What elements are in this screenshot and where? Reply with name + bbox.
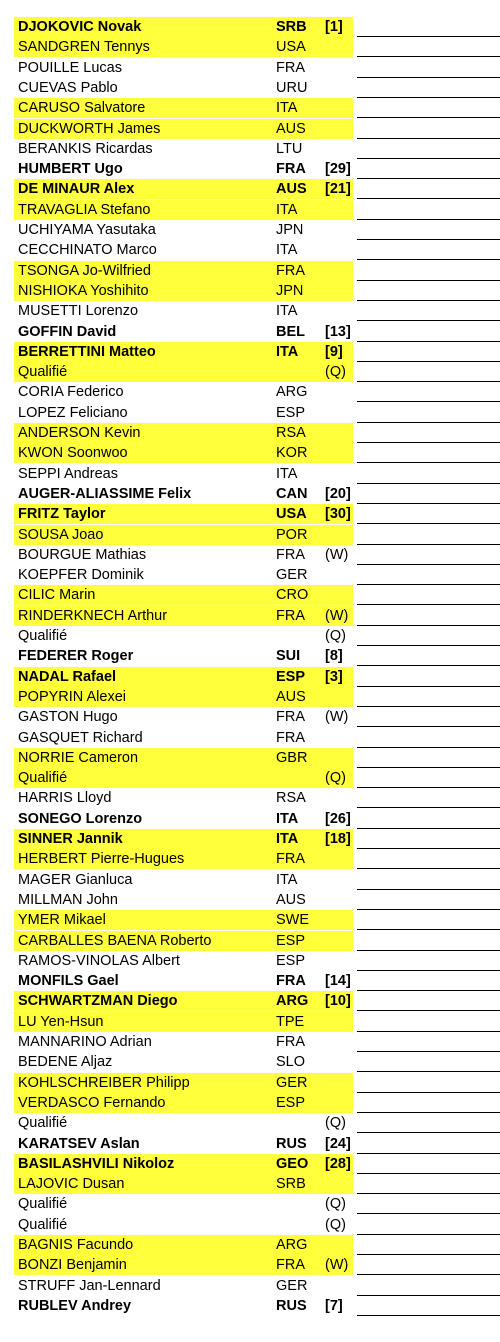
player-name: NADAL Rafael [18,668,117,685]
draw-entry [0,829,500,849]
draw-entry [0,322,500,342]
player-name: Qualifié [18,1115,68,1132]
player-name: Qualifié [18,628,68,644]
player-name: BOURGUE Mathias [18,546,147,563]
player-name: CARBALLES BAENA Roberto [18,932,212,949]
player-seed: (Q) [325,770,346,787]
draw-entry [0,849,500,869]
player-nation: GER [276,1277,308,1294]
player-nation: GEO [276,1155,309,1172]
draw-entry [0,261,500,281]
player-nation: FRA [276,546,305,563]
draw-entry [0,991,500,1011]
draw-entry [0,1296,500,1316]
player-name: SINNER Jannik [18,831,123,847]
player-nation: ITA [276,100,298,117]
draw-entry [0,342,500,362]
player-name: KARATSEV Aslan [18,1135,140,1152]
player-nation: AUS [276,120,306,137]
draw-entry [0,403,500,423]
player-nation: FRA [276,262,305,279]
player-name: RUBLEV Andrey [18,1297,132,1314]
player-nation: FRA [276,729,305,746]
player-nation: ARG [276,1237,308,1253]
player-name: GOFFIN David [18,323,117,340]
player-seed: (W) [325,607,349,624]
draw-entry [0,139,500,159]
player-nation: ESP [276,932,306,949]
player-nation: RSA [276,425,306,441]
player-name: STRUFF Jan-Lennard [18,1277,161,1294]
player-seed: [8] [325,648,343,665]
player-nation: FRA [276,59,305,76]
player-name: SCHWARTZMAN Diego [18,993,178,1010]
player-name: FRITZ Taylor [18,506,106,523]
player-nation: CAN [276,485,308,502]
player-name: KWON Soonwoo [18,445,128,462]
player-name: CILIC Marin [18,587,96,604]
player-nation: ITA [276,303,298,320]
draw-entry [0,971,500,991]
draw-entry [0,1255,500,1275]
player-nation: JPN [276,282,304,299]
player-seed: (W) [325,709,349,726]
player-name: NISHIOKA Yoshihito [18,282,149,299]
player-nation: GBR [276,749,308,766]
draw-entry [0,58,500,78]
player-seed: [1] [325,19,343,35]
draw-entry [0,870,500,890]
player-seed: [7] [325,1297,343,1314]
player-name: CECCHINATO Marco [18,242,157,259]
player-name: MILLMAN John [18,891,118,908]
player-seed: [10] [325,993,351,1010]
player-seed: [14] [325,973,351,990]
player-name: BERANKIS Ricardas [18,140,153,157]
player-nation: CRO [276,587,309,604]
player-name: SOUSA Joao [18,526,104,543]
player-name: DUCKWORTH James [18,120,161,137]
player-seed: (Q) [325,628,346,644]
player-name: HERBERT Pierre-Hugues [18,851,185,868]
draw-entry [0,667,500,687]
player-nation: ESP [276,952,306,969]
player-name: POUILLE Lucas [18,59,122,76]
player-seed: [20] [325,485,351,502]
draw-entry [0,626,500,646]
player-name: NORRIE Cameron [18,749,139,766]
draw-entry [0,382,500,402]
player-seed: [9] [325,343,343,360]
player-nation: ITA [276,343,299,360]
draw-entry [0,768,500,788]
draw-entry [0,484,500,504]
draw-entry [0,423,500,443]
player-seed: [29] [325,161,351,178]
player-nation: FRA [276,1034,305,1050]
draw-entry [0,809,500,829]
player-name: Qualifié [18,770,68,787]
draw-entry [0,98,500,118]
player-nation: FRA [276,709,305,726]
player-name: GASQUET Richard [18,729,143,746]
player-nation: ITA [276,831,299,847]
player-seed: (W) [325,1257,349,1274]
draw-entry [0,1093,500,1113]
player-name: KOHLSCHREIBER Philipp [18,1074,190,1091]
player-nation: SLO [276,1054,306,1071]
player-seed: (Q) [325,364,346,381]
player-name: BAGNIS Facundo [18,1237,134,1253]
player-name: HARRIS Lloyd [18,790,112,807]
player-nation: SWE [276,912,310,929]
draw-entry [0,1215,500,1235]
player-name: SANDGREN Tennys [18,39,150,56]
player-nation: POR [276,526,308,543]
player-name: RINDERKNECH Arthur [18,607,168,624]
player-nation: ITA [276,465,298,482]
draw-entry [0,37,500,57]
draw-entry [0,281,500,301]
player-seed: [21] [325,181,351,198]
player-name: GASTON Hugo [18,709,118,726]
player-name: BONZI Benjamin [18,1257,127,1274]
player-name: AUGER-ALIASSIME Felix [18,485,192,502]
player-name: CUEVAS Pablo [18,79,118,96]
draw-entry [0,951,500,971]
player-nation: FRA [276,161,306,178]
draw-entry [0,1276,500,1296]
draw-entry [0,1032,500,1052]
player-name: LAJOVIC Dusan [18,1176,125,1193]
draw-entry [0,1194,500,1214]
player-seed: [24] [325,1135,351,1152]
player-name: POPYRIN Alexei [18,688,126,705]
player-name: SONEGO Lorenzo [18,810,143,827]
draw-entry [0,606,500,626]
player-name: LOPEZ Feliciano [18,404,128,421]
draw-entry [0,200,500,220]
player-name: Qualifié [18,364,68,381]
player-seed: [28] [325,1155,351,1172]
draw-entry [0,748,500,768]
draw-entry [0,687,500,707]
player-name: MAGER Gianluca [18,871,133,888]
player-name: BEDENE Aljaz [18,1054,113,1071]
bracket-line [357,1315,500,1316]
player-name: BASILASHVILI Nikoloz [18,1155,175,1172]
player-name: ANDERSON Kevin [18,425,141,441]
player-nation: FRA [276,607,305,624]
player-nation: GER [276,1074,308,1091]
player-name: RAMOS-VINOLAS Albert [18,952,180,969]
player-nation: USA [276,506,307,523]
draw-entry [0,1134,500,1154]
player-nation: TPE [276,1013,305,1030]
player-nation: AUS [276,688,306,705]
player-seed: (Q) [325,1196,346,1213]
player-name: KOEPFER Dominik [18,567,144,584]
draw-entry [0,910,500,930]
player-name: DE MINAUR Alex [18,181,135,198]
draw-entry [0,1154,500,1174]
player-name: MONFILS Gael [18,973,119,990]
player-nation: RSA [276,790,306,807]
draw-entry [0,728,500,748]
draw-entry [0,565,500,585]
draw-entry [0,788,500,808]
draw-entry [0,525,500,545]
player-nation: SRB [276,1176,306,1193]
draw-entry [0,1174,500,1194]
player-nation: FRA [276,1257,305,1274]
player-nation: ARG [276,384,308,401]
player-name: LU Yen-Hsun [18,1013,104,1030]
player-seed: [3] [325,668,343,685]
player-nation: RUS [276,1135,307,1152]
draw-entry [0,646,500,666]
player-nation: AUS [276,891,306,908]
player-seed: [18] [325,831,351,847]
player-nation: FRA [276,851,305,868]
player-seed: (Q) [325,1216,346,1233]
draw-entry [0,443,500,463]
player-nation: GER [276,567,308,584]
player-seed: [26] [325,810,351,827]
player-nation: ITA [276,810,299,827]
player-nation: SUI [276,648,301,665]
draw-entry [0,1052,500,1072]
player-name: UCHIYAMA Yasutaka [18,222,156,238]
draw-entry [0,890,500,910]
draw-entry [0,931,500,951]
player-seed: (Q) [325,1115,346,1132]
player-seed: [13] [325,323,351,340]
player-name: FEDERER Roger [18,648,134,665]
draw-entry [0,504,500,524]
draw-entry [0,707,500,727]
player-name: TRAVAGLIA Stefano [18,201,151,218]
player-name: Qualifié [18,1196,68,1213]
player-nation: RUS [276,1297,307,1314]
player-seed: (W) [325,546,349,563]
draw-entry [0,159,500,179]
player-name: YMER Mikael [18,912,106,929]
player-nation: URU [276,79,308,96]
player-nation: FRA [276,973,306,990]
player-name: BERRETTINI Matteo [18,343,156,360]
draw-entry [0,301,500,321]
player-nation: ITA [276,871,298,888]
player-nation: AUS [276,181,307,198]
draw-entry [0,240,500,260]
draw-entry [0,78,500,98]
draw-entry [0,545,500,565]
draw-entry [0,362,500,382]
player-nation: SRB [276,19,307,35]
player-name: HUMBERT Ugo [18,161,123,178]
player-nation: USA [276,39,306,56]
player-nation: LTU [276,140,303,157]
draw-entry [0,220,500,240]
player-name: CARUSO Salvatore [18,100,146,117]
player-name: DJOKOVIC Novak [18,19,142,35]
player-name: VERDASCO Fernando [18,1094,166,1111]
player-name: SEPPI Andreas [18,465,118,482]
player-nation: KOR [276,445,308,462]
player-name: TSONGA Jo-Wilfried [18,262,151,279]
player-seed: [30] [325,506,351,523]
player-name: MUSETTI Lorenzo [18,303,139,320]
draw-entry [0,1073,500,1093]
player-name: MANNARINO Adrian [18,1034,152,1050]
player-nation: ESP [276,1094,306,1111]
player-nation: BEL [276,323,305,340]
draw-entry [0,1235,500,1255]
draw-entry [0,179,500,199]
draw-entry [0,17,500,37]
draw-entry [0,585,500,605]
draw-entry [0,1113,500,1133]
draw-entry [0,1012,500,1032]
player-nation: ITA [276,242,298,259]
player-nation: ITA [276,201,298,218]
player-name: Qualifié [18,1216,68,1233]
player-nation: JPN [276,222,304,238]
player-name: CORIA Federico [18,384,124,401]
player-nation: ESP [276,668,306,685]
player-nation: ARG [276,993,309,1010]
draw-entry [0,464,500,484]
player-nation: ESP [276,404,306,421]
draw-entry [0,119,500,139]
